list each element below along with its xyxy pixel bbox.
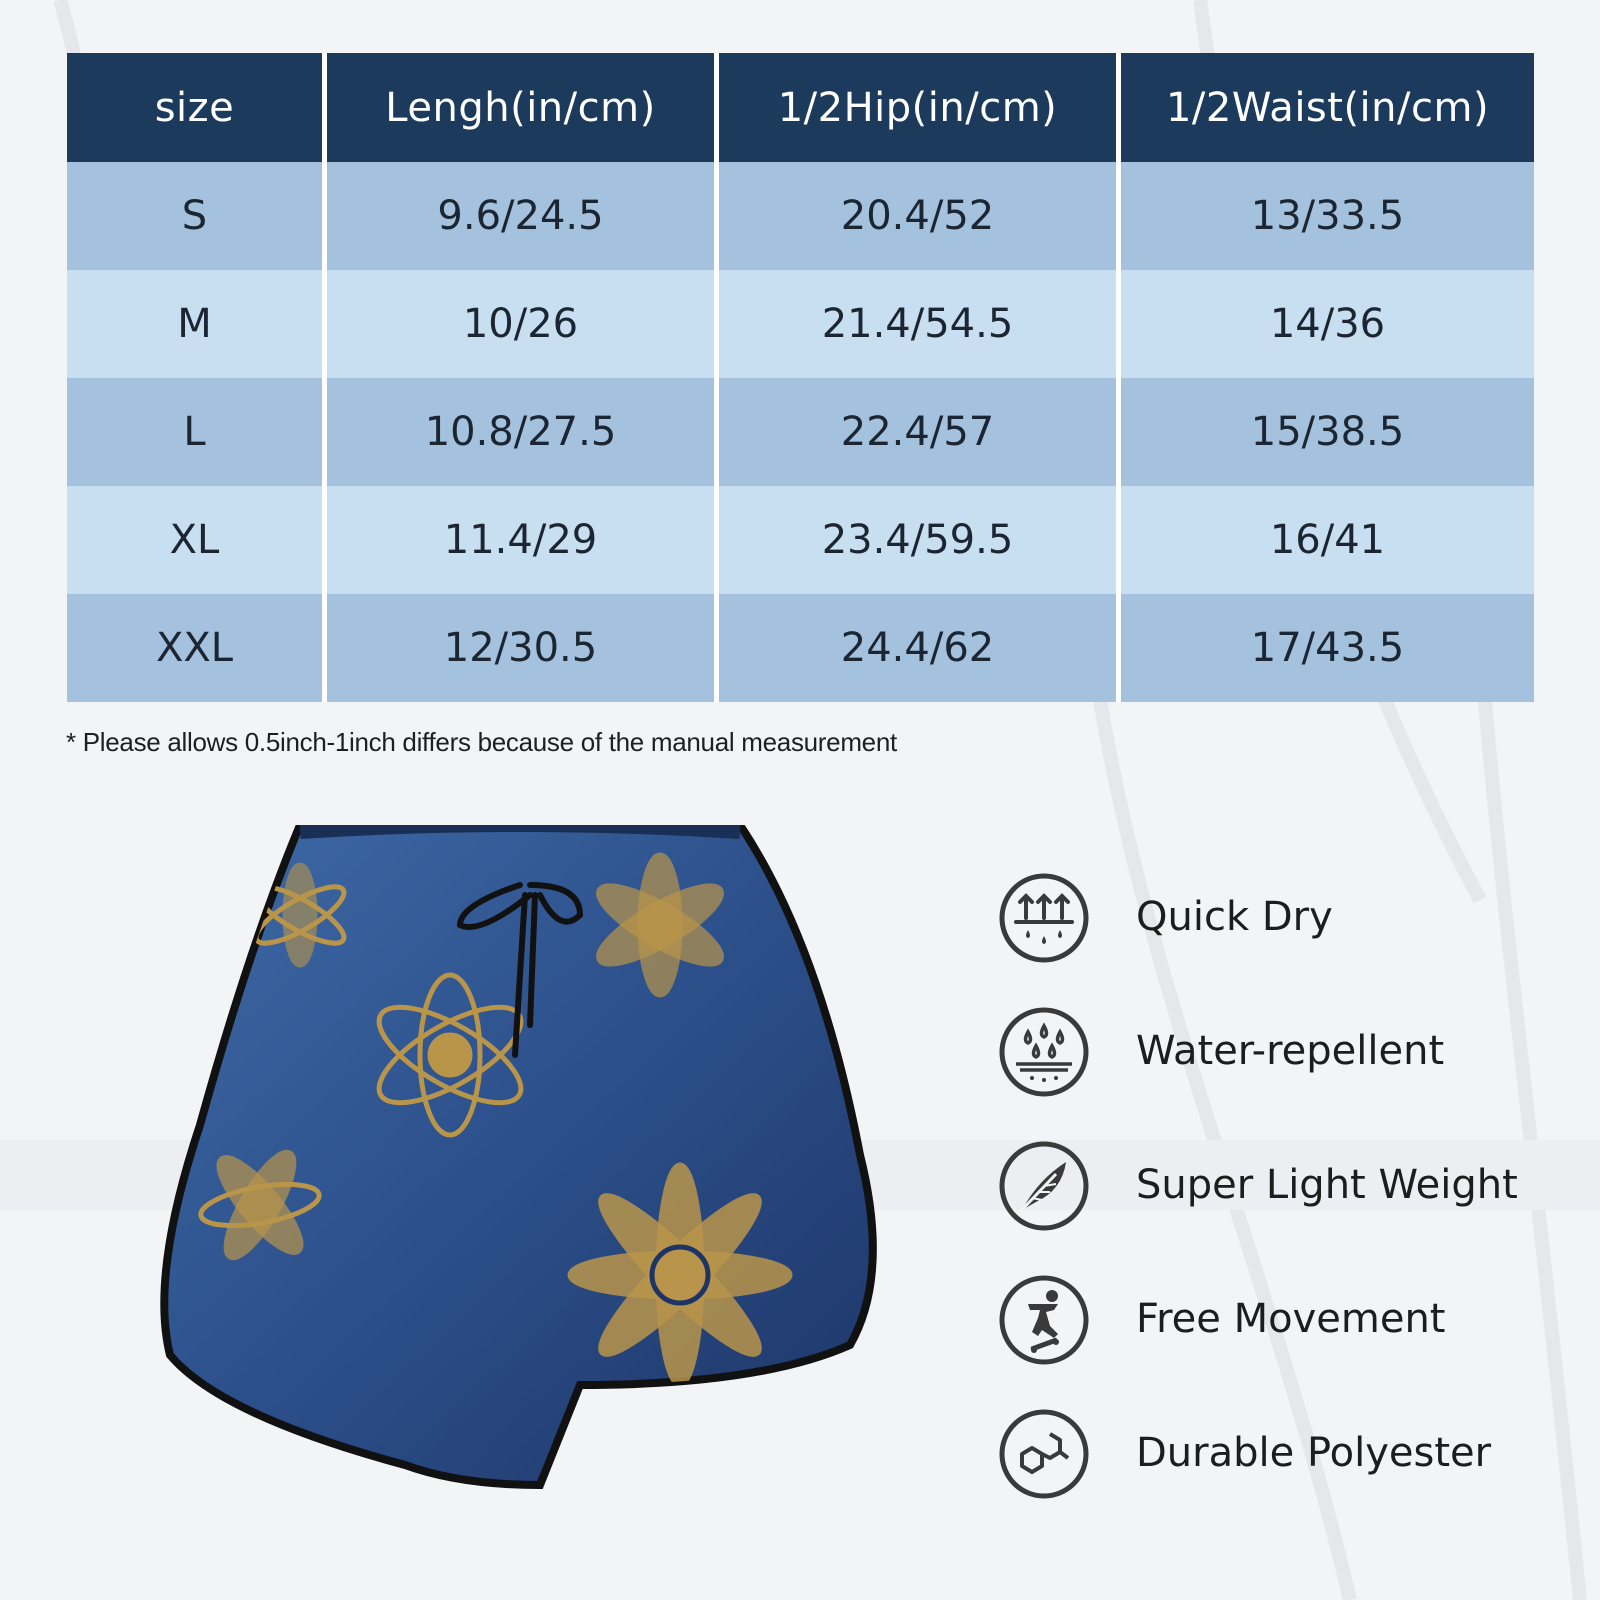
column-header: 1/2Waist(in/cm) <box>1121 53 1534 162</box>
table-row <box>67 162 1534 270</box>
size-cell: S <box>67 162 327 270</box>
water-repellent-icon <box>998 1006 1090 1098</box>
waist-cell: 15/38.5 <box>1121 378 1534 486</box>
skater-icon <box>998 1274 1090 1366</box>
hip-cell: 23.4/59.5 <box>719 486 1121 594</box>
feature-item <box>998 1408 1558 1504</box>
feature-item <box>998 1006 1558 1102</box>
table-row <box>67 594 1534 702</box>
size-chart-table <box>67 53 1534 702</box>
hip-cell: 21.4/54.5 <box>719 270 1121 378</box>
hip-cell: 20.4/52 <box>719 162 1121 270</box>
waist-cell: 13/33.5 <box>1121 162 1534 270</box>
size-cell: XL <box>67 486 327 594</box>
hip-cell: 24.4/62 <box>719 594 1121 702</box>
column-header: Lengh(in/cm) <box>327 53 719 162</box>
feature-label: Quick Dry <box>1136 894 1333 940</box>
table-row <box>67 378 1534 486</box>
length-cell: 10.8/27.5 <box>327 378 719 486</box>
table-header-row <box>67 53 1534 162</box>
feature-label: Free Movement <box>1136 1296 1446 1342</box>
feature-label: Durable Polyester <box>1136 1430 1492 1476</box>
waist-cell: 14/36 <box>1121 270 1534 378</box>
quick-dry-icon <box>998 872 1090 964</box>
hip-cell: 22.4/57 <box>719 378 1121 486</box>
waist-cell: 16/41 <box>1121 486 1534 594</box>
measurement-note: * Please allows 0.5inch-1inch differs because of the manual measurement <box>66 727 897 757</box>
table-row <box>67 270 1534 378</box>
column-header: size <box>67 53 327 162</box>
length-cell: 9.6/24.5 <box>327 162 719 270</box>
table-row <box>67 486 1534 594</box>
feature-item <box>998 872 1558 968</box>
feature-label: Super Light Weight <box>1136 1162 1518 1208</box>
feature-label: Water-repellent <box>1136 1028 1445 1074</box>
length-cell: 12/30.5 <box>327 594 719 702</box>
waist-cell: 17/43.5 <box>1121 594 1534 702</box>
shorts-product-image <box>160 825 900 1525</box>
length-cell: 10/26 <box>327 270 719 378</box>
molecule-icon <box>998 1408 1090 1500</box>
feather-icon <box>998 1140 1090 1232</box>
feature-item <box>998 1140 1558 1236</box>
size-cell: L <box>67 378 327 486</box>
feature-item <box>998 1274 1558 1370</box>
length-cell: 11.4/29 <box>327 486 719 594</box>
size-cell: M <box>67 270 327 378</box>
size-cell: XXL <box>67 594 327 702</box>
column-header: 1/2Hip(in/cm) <box>719 53 1121 162</box>
